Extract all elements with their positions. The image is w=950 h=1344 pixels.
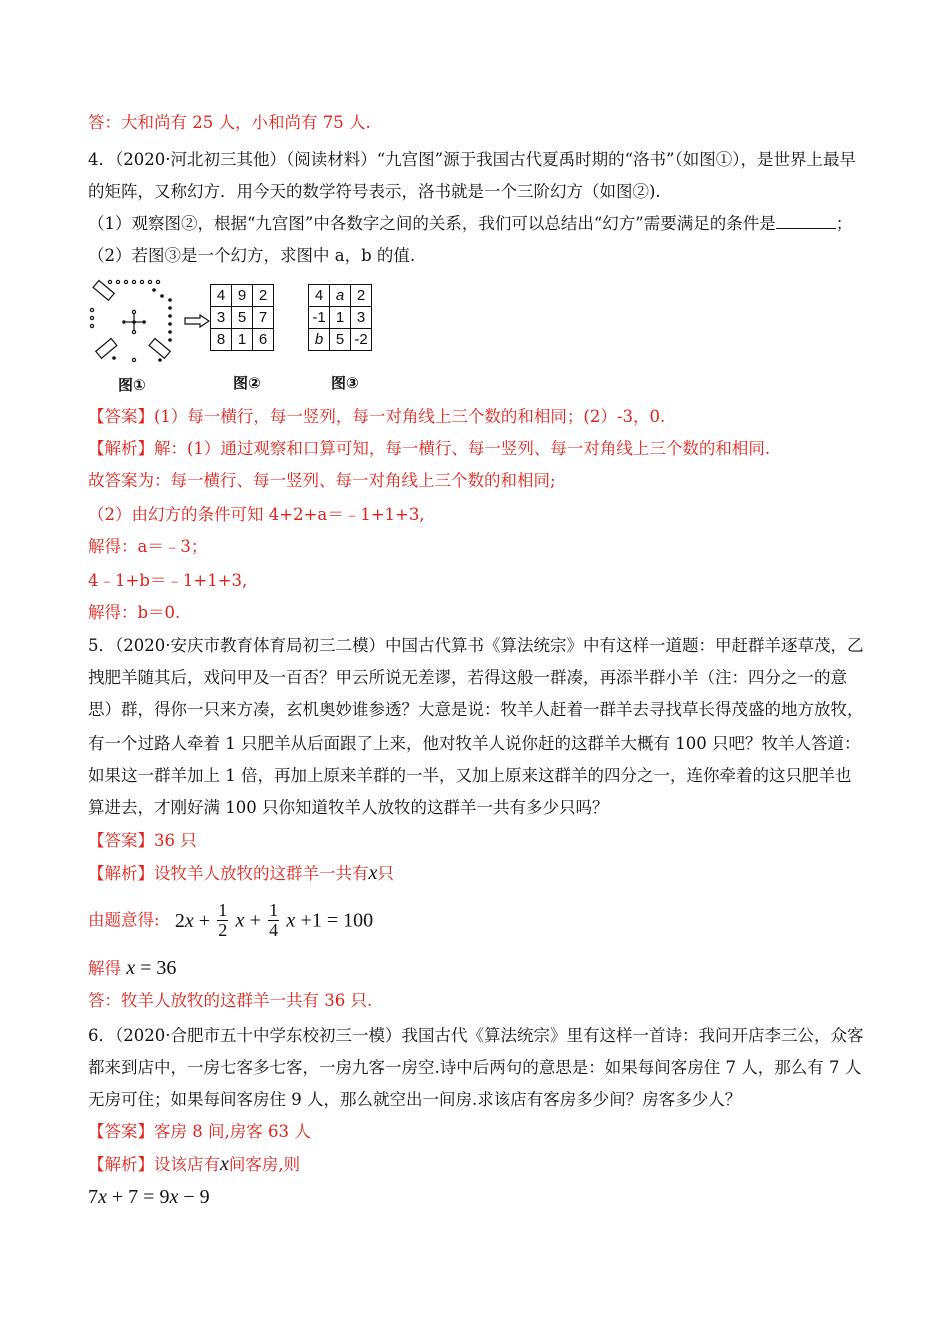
- analysis-q6-line-1: 【解析】设该店有x间客房,则: [88, 1153, 301, 1175]
- equation-line-1: 由题意得: 2x + $\frac{1}{2}$ x + $\frac{1}{4}$ x +1 = 100: [88, 900, 374, 940]
- fraction-half: $\frac{1}{2}$: [218, 900, 228, 940]
- magic-square-figures: [88, 278, 398, 396]
- answer-line-q3: 答：大和尚有 25 人，小和尚有 75 人.: [88, 113, 371, 132]
- question-6-line-3: 无房可住；如果每间客房住 9 人，那么就空出一间房.求该店有客房多少间？房客多少人？: [88, 1090, 742, 1109]
- analysis-q4-line-3: （2）由幻方的条件可知 4+2+a＝﹣1+1+3,: [88, 505, 425, 524]
- answer-q5: 【答案】36 只: [88, 831, 197, 850]
- solution-line-q5: 解得 x = 36: [88, 957, 177, 979]
- analysis-q4-line-1: 【解析】解：(1）通过观察和口算可知，每一横行、每一竖列、每一对角线上三个数的和相同.: [88, 439, 771, 458]
- luoshu-diagram: [88, 278, 188, 370]
- magic-square-grid-3: 4 a 2 -1 1 3 b 5 -2: [308, 284, 372, 351]
- question-5-line-4: 有一个过路人牵着 1 只肥羊从后面跟了上来，他对牧羊人说你赶的这群羊大概有 100 只吧？牧羊人答道：: [88, 734, 861, 753]
- answer-blank: [776, 214, 836, 229]
- question-5-line-3: 思）群，得你一只来方凑，玄机奥妙谁参透？大意是说：牧羊人赶着一群羊去寻找草长得茂盛的地方放牧，: [88, 700, 864, 719]
- equation-3: 7x + 7 = 9x − 9: [88, 1186, 210, 1208]
- question-6-line-1: 6．（2020·合肥市五十中学东校初三一模）我国古代《算法统宗》里有这样一首诗：我问开店李三公，众客: [88, 1026, 864, 1045]
- fraction-quarter: $\frac{1}{4}$: [269, 900, 279, 940]
- question-5-line-2: 拽肥羊随其后，戏问甲及一百否？甲云所说无差谬，若得这般一群凑，再添半群小羊（注：四分之一的意: [88, 668, 847, 687]
- question-4-line-2: 的矩阵，又称幻方．用今天的数学符号表示，洛书就是一个三阶幻方（如图②).: [88, 182, 661, 201]
- magic-square-grid-2: 4 9 2 3 5 7 8 1 6: [210, 284, 274, 351]
- answer-q6: 【答案】客房 8 间,房客 63 人: [88, 1122, 311, 1141]
- analysis-q5-line-1: 【解析】设牧羊人放牧的这群羊一共有x只: [88, 862, 394, 884]
- equation-line-3: [88, 1186, 210, 1209]
- question-4-part-2: （2）若图③是一个幻方，求图中 a，b 的值.: [88, 246, 416, 265]
- final-answer-q5: 答：牧羊人放牧的这群羊一共有 36 只.: [88, 991, 373, 1010]
- equation-1: 2x +: [174, 909, 210, 932]
- arrow-icon: [184, 314, 210, 328]
- figure-3-caption: 图③: [331, 375, 359, 392]
- question-5-line-5: 如果这一群羊加上 1 倍，再加上原来羊群的一半，又加上原来这群羊的四分之一，连你牵着的这只肥羊也: [88, 766, 852, 785]
- question-5-line-1: 5．（2020·安庆市教育体育局初三二模）中国古代算书《算法统宗》中有这样一道题：甲赶群羊逐草茂，乙: [88, 636, 864, 655]
- figure-1-caption: 图①: [118, 377, 146, 394]
- equation-2: x = 36: [126, 957, 177, 979]
- analysis-q4-line-2: 故答案为：每一横行、每一竖列、每一对角线上三个数的和相同;: [88, 471, 556, 490]
- question-5-line-6: 算进去，才刚好满 100 只你知道牧羊人放牧的这群羊一共有多少只吗？: [88, 798, 609, 817]
- analysis-q4-line-4: 解得：a＝﹣3；: [88, 537, 208, 556]
- question-4-line-1: 4．（2020·河北初三其他）（阅读材料）“九宫图”源于我国古代夏禹时期的“洛书”（如图①），是世界上最早: [88, 150, 856, 169]
- question-6-line-2: 都来到店中，一房七客多七客，一房九客一房空.诗中后两句的意思是：如果每间客房住 7 人，那么有 7 人: [88, 1058, 862, 1077]
- answer-q4: 【答案】(1）每一横行，每一竖列，每一对角线上三个数的和相同；(2）-3，0.: [88, 407, 666, 426]
- question-4-part-1: （1）观察图②，根据“九宫图”中各数字之间的关系，我们可以总结出“幻方”需要满足的条件是 ；: [88, 214, 853, 233]
- analysis-q4-line-6: 解得：b＝0.: [88, 603, 181, 622]
- analysis-q4-line-5: 4﹣1+b＝﹣1+1+3,: [88, 571, 248, 590]
- figure-2-caption: 图②: [233, 375, 261, 392]
